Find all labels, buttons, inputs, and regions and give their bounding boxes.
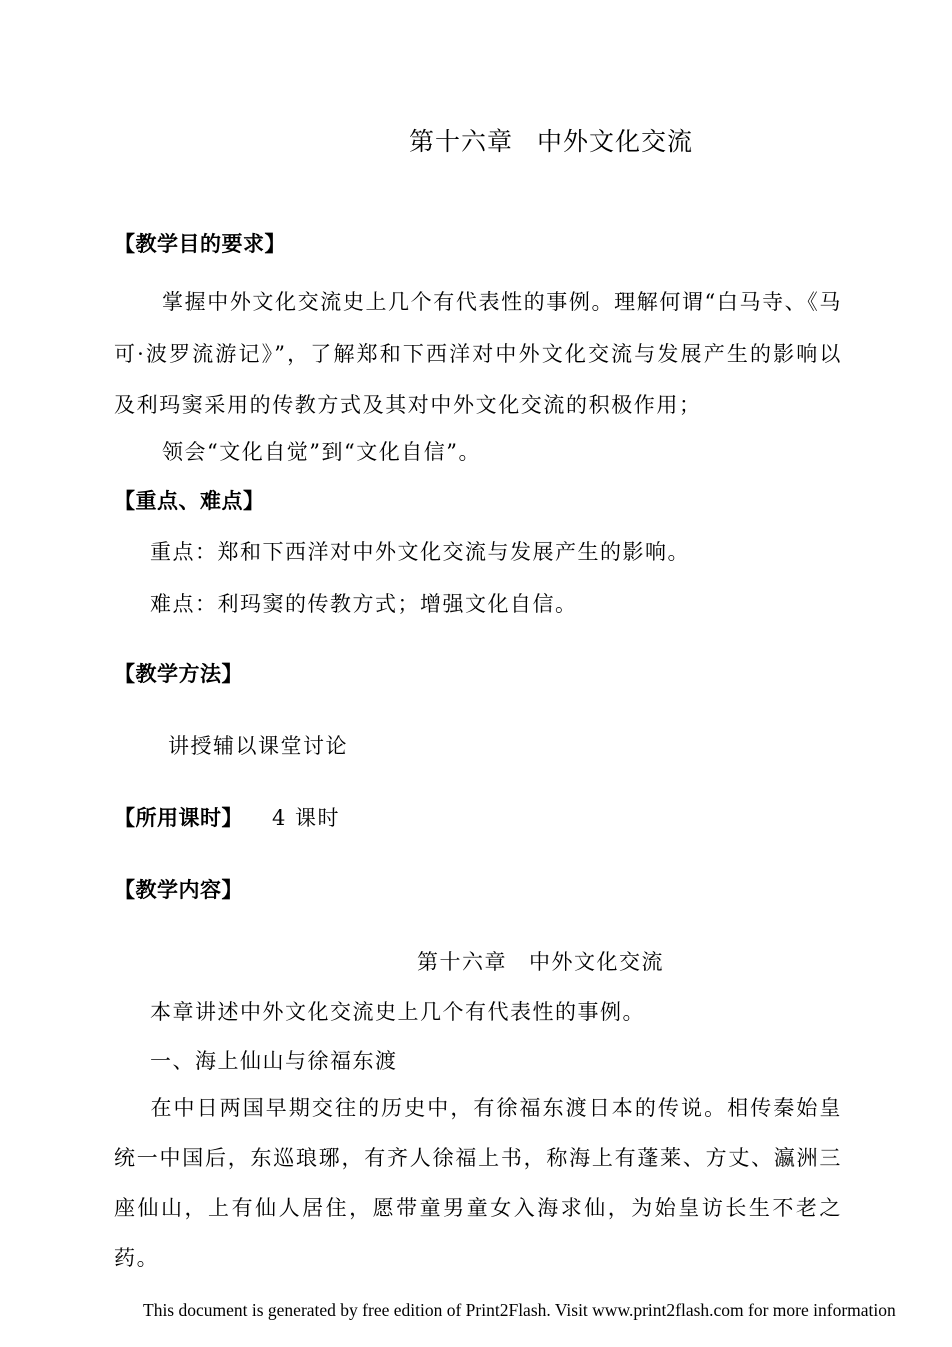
content-subtitle-chapter: 第十六章: [417, 950, 507, 974]
chapter-number: 第十六章: [409, 127, 514, 156]
chapter-name: 中外文化交流: [537, 127, 694, 156]
key-point-text: 重点：郑和下西洋对中外文化交流与发展产生的影响。: [150, 540, 690, 564]
watermark-footer: This document is generated by free edition of Print2Flash. Visit www.print2flash.com for more information: [143, 1300, 896, 1320]
section1-title: 一、海上仙山与徐福东渡: [150, 1049, 398, 1073]
content-heading: 【教学内容】: [114, 877, 243, 902]
method-heading: 【教学方法】: [114, 661, 243, 686]
content-intro: 本章讲述中外文化交流史上几个有代表性的事例。: [150, 1000, 645, 1024]
method-text: 讲授辅以课堂讨论: [168, 734, 348, 758]
key-points-heading: 【重点、难点】: [114, 488, 265, 513]
objectives-paragraph: [114, 277, 842, 432]
section1-paragraph-text: 在中日两国早期交往的历史中，有徐福东渡日本的传说。相传秦始皇统一中国后，东巡琅琊，有齐人徐福上书，称海上有蓬莱、方丈、瀛洲三座仙山，上有仙人居住，愿带童男童女入海求仙，为始皇访长生不老之药。: [114, 1096, 842, 1270]
content-subtitle-name: 中外文化交流: [529, 950, 664, 974]
objectives-heading: 【教学目的要求】: [114, 231, 286, 256]
content-subtitle: [417, 946, 664, 976]
objectives-paragraph-2: 领会“文化自觉”到“文化自信”。: [162, 440, 481, 464]
hours-heading: 【所用课时】: [114, 805, 243, 830]
chapter-title: [409, 122, 693, 158]
section1-paragraph: [114, 1083, 842, 1283]
difficult-point-text: 难点：利玛窦的传教方式；增强文化自信。: [150, 592, 578, 616]
hours-text: 4 课时: [272, 806, 341, 830]
objectives-paragraph-text: 掌握中外文化交流史上几个有代表性的事例。理解何谓“白马寺、《马可·波罗流游记》”，了解郑和下西洋对中外文化交流与发展产生的影响以及利玛窦采用的传教方式及其对中外文化交流的积极作用；: [114, 290, 842, 417]
